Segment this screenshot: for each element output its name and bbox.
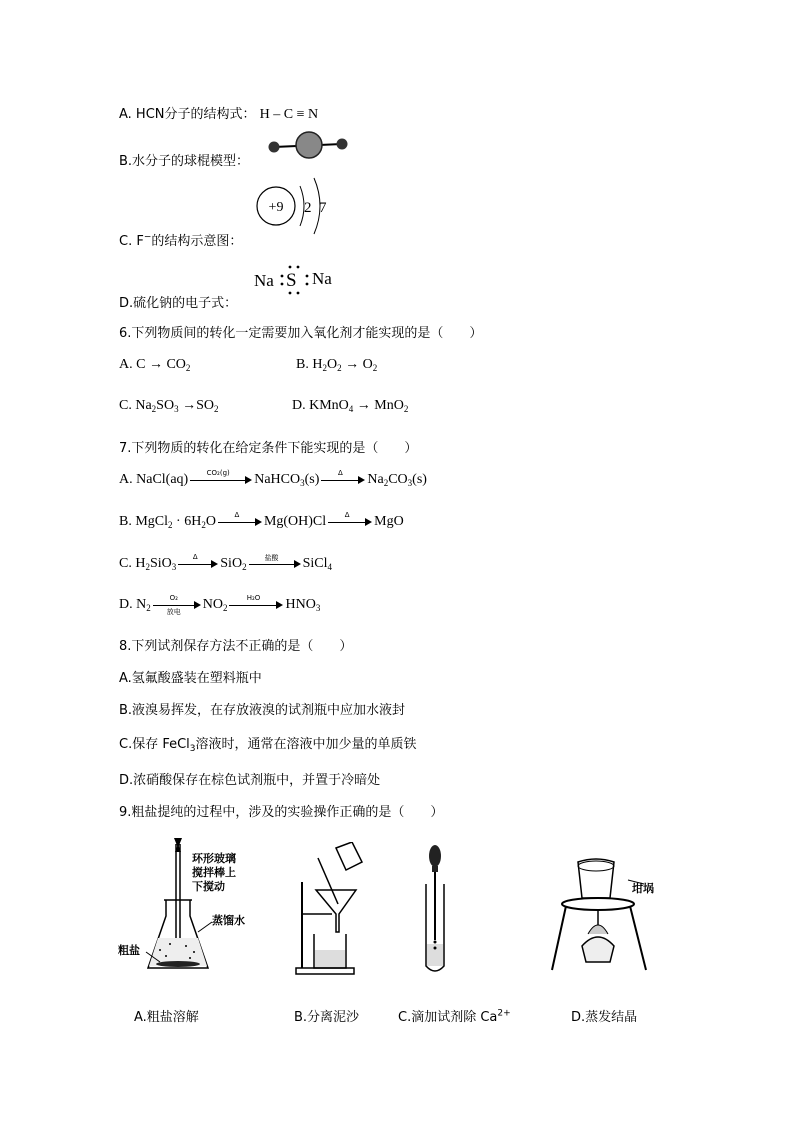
q7-stem: 7.下列物质的转化在给定条件下能实现的是（ ） bbox=[119, 441, 418, 456]
reaction-arrow bbox=[249, 553, 301, 571]
q7-option-a bbox=[119, 468, 427, 488]
q7-c-s1: H bbox=[135, 556, 146, 571]
sodium-sulfide-electron-formula bbox=[252, 262, 342, 298]
q7-c-s1-sub2: 3 bbox=[171, 562, 177, 572]
option-a-label: A. HCN分子的结构式： bbox=[119, 107, 256, 122]
q7-a-s3: Na bbox=[367, 472, 384, 487]
q7-d-cond1-under: 放电 bbox=[166, 607, 181, 616]
option-a-hcn bbox=[119, 103, 318, 123]
fig-a-label3: 下搅动 bbox=[192, 880, 225, 893]
q8-c-post: 溶液时，通常在溶液中加少量的单质铁 bbox=[195, 737, 417, 752]
nucleus-charge: +9 bbox=[268, 200, 284, 215]
sulfur-symbol: S bbox=[286, 270, 297, 291]
arrow-icon: → bbox=[148, 357, 163, 372]
q7-a-s3-sub1: 2 bbox=[383, 478, 389, 488]
q7-a-prefix: A. bbox=[119, 472, 137, 487]
q8-c-sub: 3 bbox=[189, 744, 196, 754]
q6-c-sub2: 3 bbox=[174, 404, 179, 414]
water-ball-stick-model bbox=[262, 128, 354, 164]
arrow-icon: → bbox=[182, 398, 197, 413]
q7-a-s3-end: (s) bbox=[412, 472, 427, 487]
reaction-arrow bbox=[328, 510, 372, 529]
q7-d-s2: NO bbox=[202, 597, 223, 612]
q7-d-s3-sub: 3 bbox=[315, 603, 321, 613]
q7-b-cond2: Δ bbox=[344, 510, 350, 519]
reaction-arrow bbox=[178, 552, 218, 571]
q7-c-s2-sub: 2 bbox=[242, 562, 247, 572]
option-b-water bbox=[119, 150, 249, 169]
q7-d-cond1-over: O₂ bbox=[169, 593, 178, 602]
q7-a-s2-sub: 3 bbox=[300, 478, 305, 488]
q7-a-s2-end: (s) bbox=[304, 472, 320, 487]
option-b-label: B.水分子的球棍模型： bbox=[119, 154, 250, 169]
q7-b-s3: MgO bbox=[374, 514, 404, 529]
fluoride-ion-structure-diagram bbox=[252, 176, 342, 240]
hcn-formula: H – C ≡ N bbox=[259, 107, 319, 122]
q6-d-to-sub: 2 bbox=[403, 404, 409, 414]
q7-c-prefix: C. bbox=[119, 556, 136, 571]
q7-a-s2: NaHCO bbox=[254, 472, 301, 487]
q6-c-prefix: C. bbox=[119, 398, 136, 413]
fig-a-label4: 蒸馏水 bbox=[212, 914, 245, 927]
figure-c-dropper bbox=[420, 844, 450, 980]
q7-b-s1-sub2: 2 bbox=[201, 520, 206, 530]
q6-option-c bbox=[119, 398, 218, 414]
fig-d-label1: 坩埚 bbox=[632, 882, 654, 895]
reaction-arrow bbox=[153, 593, 201, 616]
q6-b-sub1: 2 bbox=[322, 363, 327, 373]
q8-option-a: A.氢氟酸盛装在塑料瓶中 bbox=[119, 671, 262, 686]
q6-c-to: SO bbox=[196, 398, 214, 413]
q7-a-cond2: Δ bbox=[337, 468, 343, 477]
q6-stem: 6.下列物质间的转化一定需要加入氧化剂才能实现的是（ ） bbox=[119, 326, 483, 341]
na-right: Na bbox=[312, 269, 332, 288]
q7-c-s1-end: SiO bbox=[149, 556, 172, 571]
q7-c-cond1: Δ bbox=[192, 552, 198, 561]
caption-c-sup: 2+ bbox=[497, 1008, 511, 1019]
q7-c-s2: SiO bbox=[220, 556, 243, 571]
option-c-label-sup: − bbox=[143, 232, 152, 243]
q7-b-s1-end2: O bbox=[205, 514, 216, 529]
q6-b-prefix: B. bbox=[296, 357, 313, 372]
q6-b-to: O bbox=[362, 357, 373, 372]
q7-c-s3-sub: 4 bbox=[327, 562, 332, 572]
reaction-arrow bbox=[229, 593, 283, 612]
q6-b-sub2: 2 bbox=[337, 363, 342, 373]
arrow-icon: → bbox=[345, 357, 360, 372]
q6-c-to-sub: 2 bbox=[213, 404, 219, 414]
q6-option-d bbox=[292, 398, 408, 414]
q6-option-b bbox=[296, 357, 377, 373]
option-c-label: C. F bbox=[119, 234, 144, 249]
q6-d-prefix: D. bbox=[292, 398, 310, 413]
caption-b: B.分离泥沙 bbox=[294, 1010, 360, 1025]
q8-option-b: B.液溴易挥发，在存放液溴的试剂瓶中应加水液封 bbox=[119, 703, 406, 718]
option-c-fluoride bbox=[119, 230, 242, 249]
q6-d-from: KMnO bbox=[309, 398, 349, 413]
q8-stem: 8.下列试剂保存方法不正确的是（ ） bbox=[119, 639, 353, 654]
q8-option-c bbox=[119, 733, 417, 754]
q8-c-pre: C.保存 FeCl bbox=[119, 737, 190, 752]
q7-b-prefix: B. bbox=[119, 514, 136, 529]
q6-option-a bbox=[119, 357, 190, 373]
q7-option-d bbox=[119, 593, 321, 616]
option-d-sodium-sulfide bbox=[119, 292, 237, 311]
q7-d-cond2: H₂O bbox=[246, 593, 261, 602]
q6-a-from: C bbox=[136, 357, 146, 372]
q7-d-s3: HNO bbox=[285, 597, 316, 612]
q7-d-s2-sub: 2 bbox=[222, 603, 228, 613]
reaction-arrow bbox=[321, 468, 365, 487]
option-d-label: D.硫化钠的电子式： bbox=[119, 296, 238, 311]
caption-a: A.粗盐溶解 bbox=[134, 1010, 199, 1025]
q6-a-to: CO bbox=[166, 357, 186, 372]
q6-b-from: H bbox=[312, 357, 323, 372]
q7-option-b bbox=[119, 510, 404, 530]
q6-a-prefix: A. bbox=[119, 357, 137, 372]
q7-d-prefix: D. bbox=[119, 597, 137, 612]
q7-b-s1: MgCl bbox=[135, 514, 169, 529]
q7-b-cond1: Δ bbox=[234, 510, 240, 519]
reaction-arrow bbox=[190, 468, 252, 487]
q7-d-s1: N bbox=[136, 597, 147, 612]
q9-stem: 9.粗盐提纯的过程中，涉及的实验操作正确的是（ ） bbox=[119, 805, 444, 820]
q7-c-cond2: 盐酸 bbox=[264, 553, 279, 562]
q7-a-s3-mid: CO bbox=[388, 472, 408, 487]
q6-d-sub: 4 bbox=[348, 404, 354, 414]
q7-b-s2: Mg(OH)Cl bbox=[263, 514, 327, 529]
shell-1-electrons: 2 bbox=[304, 200, 312, 216]
q6-c-from: Na bbox=[135, 398, 152, 413]
na-left: Na bbox=[254, 271, 274, 290]
caption-c-text: C.滴加试剂除 Ca bbox=[398, 1010, 498, 1025]
option-c-label-end: 的结构示意图： bbox=[151, 234, 243, 249]
q6-c-sub1: 2 bbox=[151, 404, 157, 414]
fig-a-label5: 粗盐 bbox=[118, 944, 140, 957]
caption-d: D.蒸发结晶 bbox=[571, 1010, 638, 1025]
figure-a-dissolving bbox=[118, 838, 258, 982]
q6-c-mid: SO bbox=[156, 398, 175, 413]
fig-a-label2: 搅拌棒上 bbox=[192, 866, 236, 879]
q7-c-s3: SiCl bbox=[302, 556, 328, 571]
q7-a-s1: NaCl(aq) bbox=[136, 472, 189, 487]
arrow-icon: → bbox=[356, 398, 371, 413]
q7-c-s1-sub: 2 bbox=[145, 562, 150, 572]
q7-b-s1-end: · 6H bbox=[172, 514, 202, 529]
q7-d-s1-sub: 2 bbox=[146, 603, 151, 613]
q8-option-d: D.浓硝酸保存在棕色试剂瓶中，并置于冷暗处 bbox=[119, 773, 381, 788]
q6-b-mid: O bbox=[326, 357, 338, 372]
q6-d-to: MnO bbox=[374, 398, 404, 413]
shell-2-electrons: 7 bbox=[319, 200, 327, 216]
q7-a-s3-sub2: 3 bbox=[407, 478, 413, 488]
fig-a-label1: 环形玻璃 bbox=[192, 852, 236, 865]
q6-a-to-sub: 2 bbox=[185, 363, 191, 373]
figure-d-evaporation bbox=[548, 858, 658, 976]
q7-b-s1-sub: 2 bbox=[168, 520, 173, 530]
q7-a-cond1: CO₂(g) bbox=[206, 468, 230, 477]
q6-b-to-sub: 2 bbox=[372, 363, 378, 373]
figure-b-filtration bbox=[294, 842, 374, 978]
caption-c bbox=[398, 1006, 511, 1025]
reaction-arrow bbox=[218, 510, 262, 529]
q7-option-c bbox=[119, 552, 332, 572]
